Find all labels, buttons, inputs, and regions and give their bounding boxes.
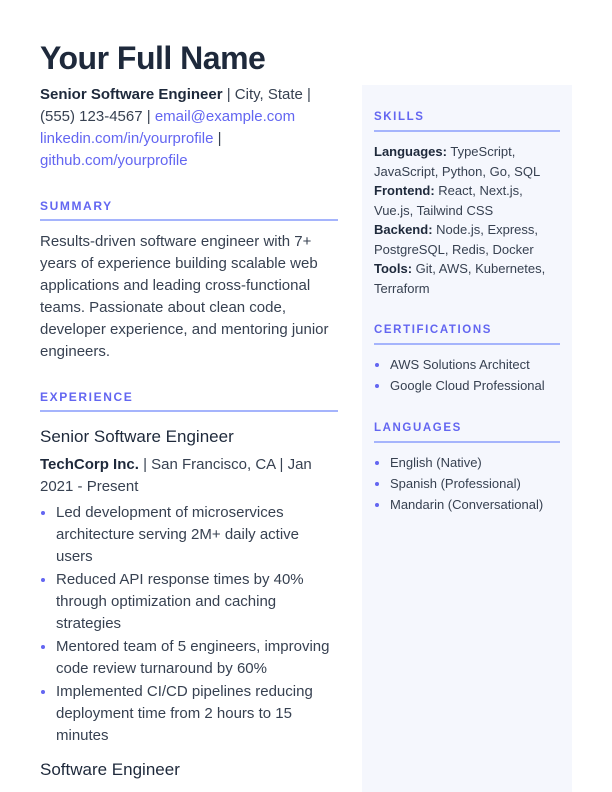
- languages-list: [374, 453, 560, 515]
- sidebar: [362, 85, 572, 792]
- experience-heading: EXPERIENCE: [40, 389, 338, 412]
- skill-label: Backend:: [374, 222, 433, 237]
- skill-row: [374, 181, 560, 220]
- separator: |: [213, 130, 222, 147]
- job-title: Software Engineer: [40, 760, 180, 779]
- list-item: Google Cloud Professional: [374, 376, 560, 396]
- company-name: TechCorp Inc.: [40, 456, 139, 473]
- list-item: Spanish (Professional): [374, 474, 560, 494]
- certifications-list: [374, 355, 560, 396]
- skill-value: React, Next.js, Vue.js, Tailwind CSS: [374, 183, 523, 218]
- list-item: English (Native): [374, 453, 560, 473]
- skill-label: Frontend:: [374, 183, 435, 198]
- skills-heading: SKILLS: [374, 109, 560, 132]
- job-company: [40, 454, 338, 498]
- skill-label: Languages:: [374, 144, 447, 159]
- skill-value: Node.js, Express, PostgreSQL, Redis, Docker: [374, 222, 539, 257]
- list-item: Implemented CI/CD pipelines reducing deployment time from 2 hours to 15 minutes: [40, 681, 338, 747]
- languages-heading: LANGUAGES: [374, 420, 560, 443]
- separator: |: [142, 108, 155, 125]
- job: [40, 426, 338, 747]
- location: | City, State |: [222, 86, 311, 103]
- job-details: | San Francisco, CA | Jan 2021 - Present: [40, 456, 312, 495]
- github-link[interactable]: github.com/yourprofile: [40, 152, 188, 169]
- list-item: Mandarin (Conversational): [374, 495, 560, 515]
- list-item: Mentored team of 5 engineers, improving code review turnaround by 60%: [40, 636, 338, 680]
- list-item: AWS Solutions Architect: [374, 355, 560, 375]
- contact-info: [40, 84, 338, 172]
- full-name: Your Full Name: [40, 40, 266, 76]
- certifications-heading: CERTIFICATIONS: [374, 322, 560, 345]
- list-item: Led development of microservices architecture serving 2M+ daily active users: [40, 502, 338, 568]
- skill-row: [374, 259, 560, 298]
- job-bullets: [40, 502, 338, 747]
- skill-label: Tools:: [374, 261, 413, 276]
- summary-text: Results-driven software engineer with 7+ years of experience building scalable web applications and leading cross-functional teams. Passionate about clean code, developer experience, and mentoring junior engineers.: [40, 233, 329, 360]
- phone: (555) 123-4567: [40, 108, 143, 125]
- skill-value: TypeScript, JavaScript, Python, Go, SQL: [374, 144, 541, 179]
- main-column: [40, 84, 338, 787]
- skill-row: [374, 220, 560, 259]
- skill-row: [374, 142, 560, 181]
- linkedin-link[interactable]: linkedin.com/in/yourprofile: [40, 130, 214, 147]
- job-title: Senior Software Engineer: [40, 427, 234, 446]
- skill-value: Git, AWS, Kubernetes, Terraform: [374, 261, 546, 296]
- email-link[interactable]: email@example.com: [154, 108, 296, 125]
- summary-heading: SUMMARY: [40, 198, 338, 221]
- list-item: Reduced API response times by 40% through optimization and caching strategies: [40, 569, 338, 635]
- headline: Senior Software Engineer: [40, 86, 223, 103]
